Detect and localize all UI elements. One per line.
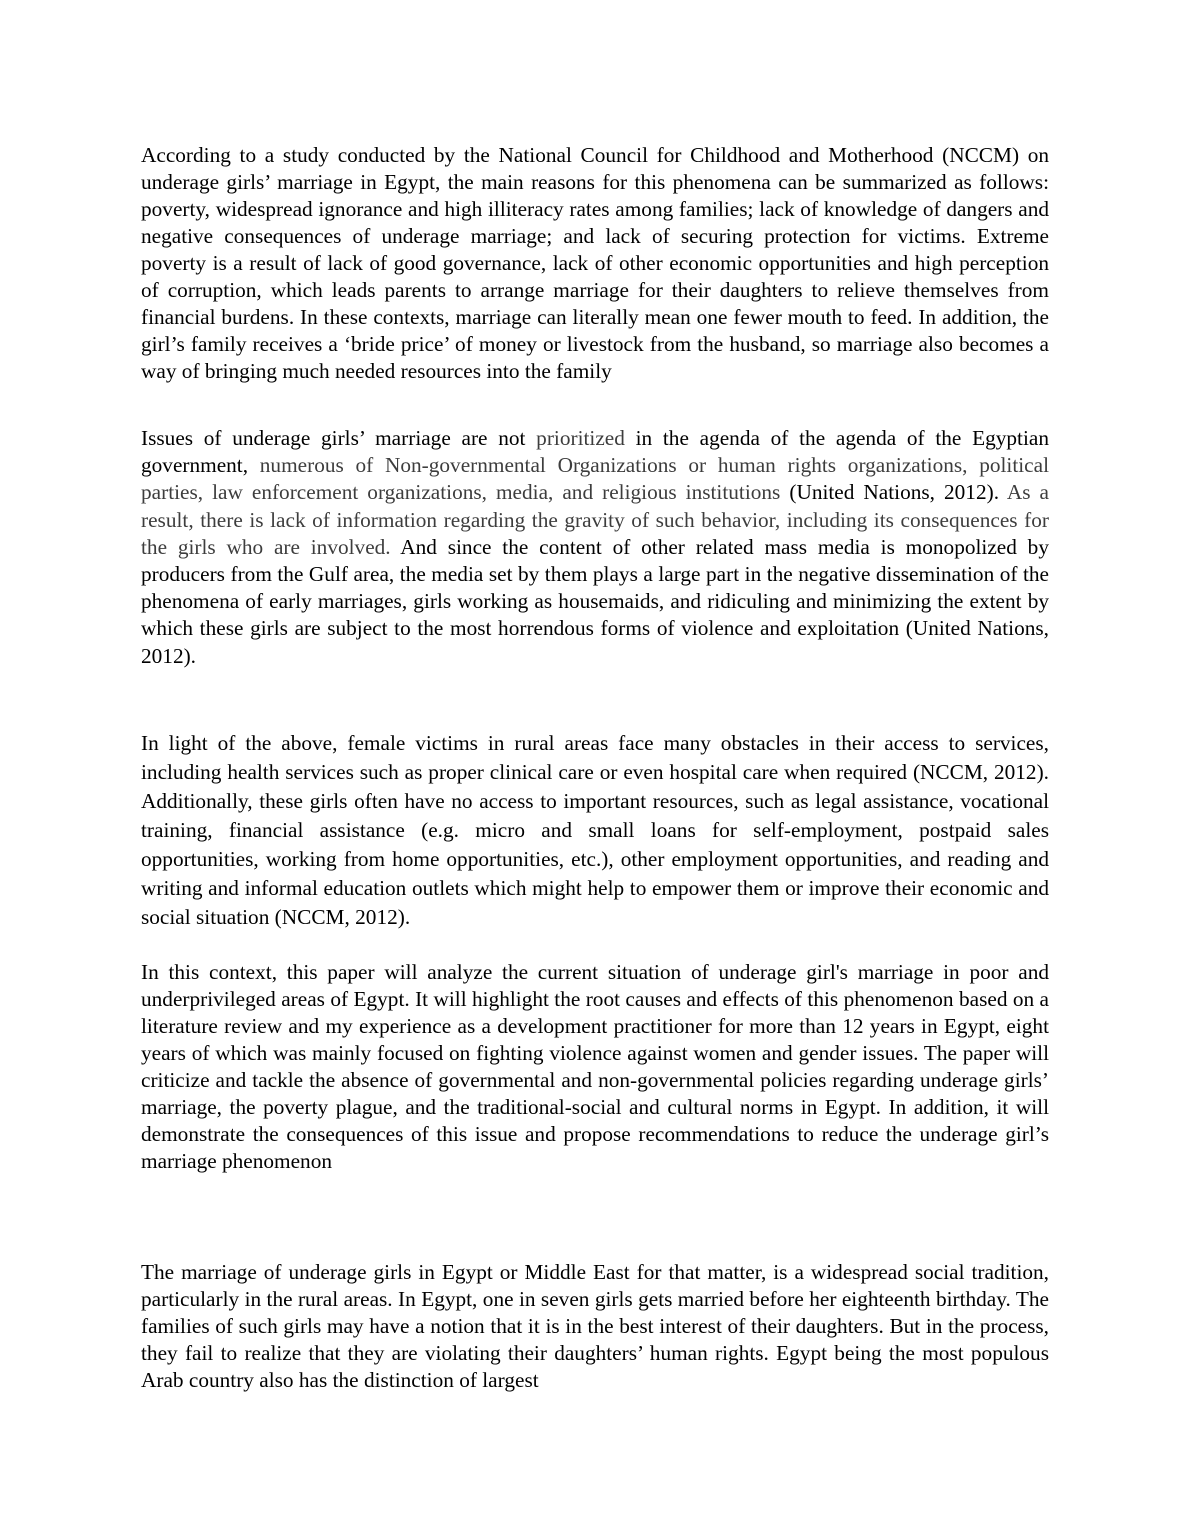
paragraph-nccm-study — [141, 142, 1049, 385]
paragraph-text-muted: As a result, there is lack of information regarding the gravity of such behavior, including its consequences for the girls who are involved. — [141, 480, 1050, 559]
paragraph-government-agenda — [141, 425, 1049, 670]
paragraph-social-tradition — [141, 1259, 1049, 1394]
paragraph-rural-obstacles — [141, 729, 1049, 932]
paragraph-text: (United Nations, 2012). — [780, 480, 1007, 505]
paragraph-text: In light of the above, female victims in rural areas face many obstacles in their access to services, including health services such as proper clinical care or even hospital care when required (NCCM, 2012). Additionally, these girls often have no access to important resources, such as legal assistance, vocational training, financial assistance (e.g. micro and small loans for self-employment, postpaid sales opportunities, working from home opportunities, etc.), other employment opportunities, and reading and writing and informal education outlets which might help to empower them or improve their economic and social situation (NCCM, 2012). — [141, 731, 1049, 929]
paragraph-text-muted: numerous of Non-governmental Organizations or human rights organizations, political parties, law enforcement organizations, media, and religious institutions — [141, 453, 1049, 505]
paragraph-text: in the agenda of the agenda of the Egyptian government, — [141, 426, 1049, 478]
paragraph-text: According to a study conducted by the National Council for Childhood and Motherhood (NCCM) on underage girls’ marriage in Egypt, the main reasons for this phenomena can be summarized as follows: poverty, widespread ignorance and high illiteracy rates among families; lack of knowledge of dangers and negative consequences of underage marriage; and lack of securing protection for victims. Extreme poverty is a result of lack of good governance, lack of other economic opportunities and high perception of corruption, which leads parents to arrange marriage for their daughters to relieve themselves from financial burdens. In these contexts, marriage can literally mean one fewer mouth to feed. In addition, the girl’s family receives a ‘bride price’ of money or livestock from the husband, so marriage also becomes a way of bringing much needed resources into the family — [141, 143, 1049, 383]
paragraph-text: And since the content of other related mass media is monopolized by producers from the Gulf area, the media set by them plays a large part in the negative dissemination of the phenomena of early marriages, girls working as housemaids, and ridiculing and minimizing the extent by which these girls are subject to the most horrendous forms of violence and exploitation (United Nations, 2012). — [141, 534, 1049, 668]
paragraph-text: In this context, this paper will analyze the current situation of underage girl's marriage in poor and underprivileged areas of Egypt. It will highlight the root causes and effects of this phenomenon based on a literature review and my experience as a development practitioner for more than 12 years in Egypt, eight years of which was mainly focused on fighting violence against women and gender issues. The paper will criticize and tackle the absence of governmental and non-governmental policies regarding underage girls’ marriage, the poverty plague, and the traditional-social and cultural norms in Egypt. In addition, it will demonstrate the consequences of this issue and propose recommendations to reduce the underage girl’s marriage phenomenon — [141, 960, 1049, 1173]
paragraph-text: Issues of underage girls’ marriage are not — [141, 426, 537, 450]
paragraph-text-muted: prioritized — [536, 426, 625, 450]
paragraph-text: The marriage of underage girls in Egypt or Middle East for that matter, is a widespread social tradition, particularly in the rural areas. In Egypt, one in seven girls gets married before her eighteenth birthday. The families of such girls may have a notion that it is in the best interest of their daughters. But in the process, they fail to realize that they are violating their daughters’ human rights. Egypt being the most populous Arab country also has the distinction of largest — [141, 1260, 1049, 1392]
paragraph-paper-context — [141, 959, 1049, 1175]
